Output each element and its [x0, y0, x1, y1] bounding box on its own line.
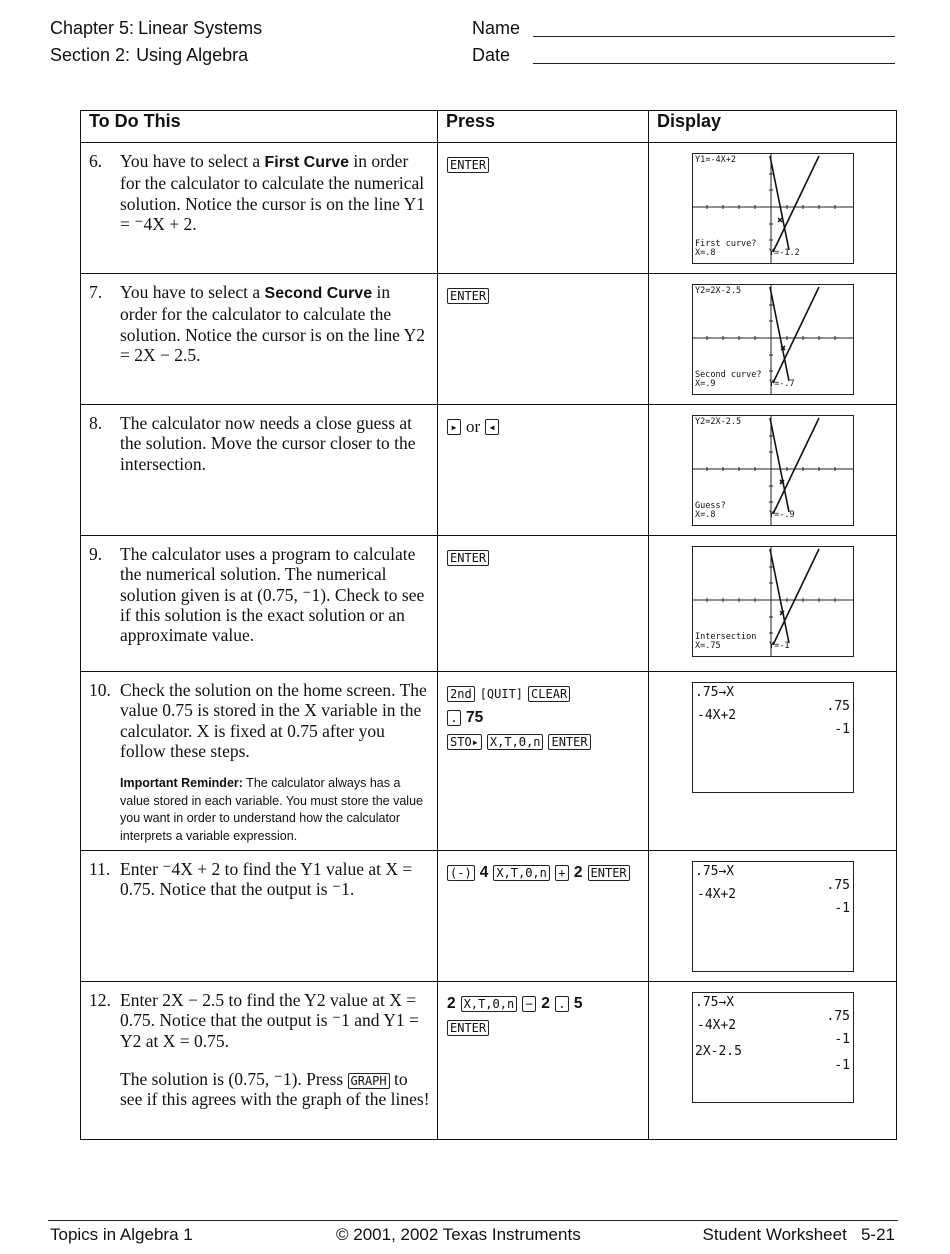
- enter-key: ENTER: [447, 550, 489, 566]
- graph-equation: Y1=-4X+2: [695, 155, 736, 165]
- sto-key: STO▸: [447, 734, 482, 750]
- step-9-instructions: [81, 536, 438, 672]
- 2nd-key: 2nd: [447, 686, 475, 702]
- quit-key: [QUIT]: [479, 687, 524, 701]
- calculator-graph-screen: [692, 284, 854, 395]
- table-row: [81, 536, 897, 672]
- digit-5: 5: [573, 995, 583, 1012]
- home-line-1: .75→X: [695, 995, 735, 1010]
- step-6-keys: [438, 143, 649, 274]
- graph-x-readout: X=.9: [695, 379, 716, 389]
- digit-2: 2: [447, 995, 456, 1012]
- step-text: The calculator uses a program to calculate the numerical solution. The numerical solution given is at (0.75, ⁻1). Check to see if this solution is the exact solution or an approximate value.: [120, 544, 425, 646]
- footer-rule: [48, 1220, 898, 1221]
- home-line-3: 2X-2.5: [695, 1044, 742, 1059]
- chapter-title: Linear Systems: [138, 18, 263, 38]
- right-arrow-key: ▸: [447, 419, 461, 435]
- home-result-2: -1: [834, 722, 850, 737]
- step-6-display: [649, 143, 897, 274]
- home-line-1: .75→X: [695, 864, 735, 879]
- enter-key: ENTER: [548, 734, 590, 750]
- table-row: [81, 982, 897, 1140]
- home-result-1: .75: [826, 878, 850, 893]
- calculator-home-screen: [692, 861, 854, 972]
- step-12-keys: [438, 982, 649, 1140]
- digit-4: 4: [479, 864, 489, 881]
- enter-key: ENTER: [447, 1020, 489, 1036]
- table-row: [81, 405, 897, 536]
- step-text: Enter 2X − 2.5 to find the Y2 value at X = 0.75. Notice that the output is ⁻1 and Y1 = Y2 at X = 0.75.: [120, 990, 419, 1051]
- graph-x-readout: X=.8: [695, 248, 716, 258]
- solution-text: [120, 1069, 430, 1110]
- xttn-key: X,T,Θ,n: [493, 865, 550, 881]
- home-line-2: -4X+2: [697, 887, 737, 902]
- table-row: [81, 143, 897, 274]
- graph-y-readout: Y=-1: [769, 641, 790, 651]
- footer-page: Student Worksheet 5-21: [702, 1225, 895, 1244]
- home-result-2: -1: [834, 901, 850, 916]
- enter-key: ENTER: [588, 865, 630, 881]
- line-y1: [770, 156, 789, 250]
- date-label: Date: [472, 45, 511, 65]
- table-row: [81, 274, 897, 405]
- graph-y-readout: Y=-.9: [769, 510, 795, 520]
- section-title: Using Algebra: [136, 45, 249, 65]
- step-number: 10.: [89, 680, 111, 700]
- step-number: 12.: [89, 990, 111, 1010]
- or-text: or: [466, 417, 481, 436]
- step-11-display: [649, 851, 897, 982]
- step-text: Enter ⁻4X + 2 to find the Y1 value at X = 0.75. Notice that the output is ⁻1.: [120, 859, 413, 900]
- section-line: [50, 45, 248, 66]
- step-text: The calculator now needs a close guess at the solution. Move the cursor closer to the intersection.: [120, 413, 416, 474]
- table-header-row: [81, 111, 897, 143]
- step-text: in order for the calculator to calculate the numerical solution. Notice the cursor is on the line Y1 = ⁻4X + 2.: [120, 151, 426, 234]
- step-7-instructions: [81, 274, 438, 405]
- home-line-1: .75→X: [695, 685, 735, 700]
- step-number: 9.: [89, 544, 103, 564]
- graph-equation: Y2=2X-2.5: [695, 417, 742, 427]
- decimal-key: .: [555, 996, 569, 1012]
- footer-copyright: © 2001, 2002 Texas Instruments: [336, 1225, 581, 1244]
- step-bold-term: First Curve: [264, 154, 349, 171]
- clear-key: CLEAR: [528, 686, 570, 702]
- left-arrow-key: ◂: [485, 419, 499, 435]
- col-header-todo: To Do This: [81, 111, 438, 143]
- calculator-graph-screen: [692, 546, 854, 657]
- date-field-line[interactable]: [533, 63, 895, 64]
- home-line-2: -4X+2: [697, 1018, 737, 1033]
- solution-text-part: to see if this agrees with the graph of the lines!: [120, 1068, 430, 1110]
- graph-y-readout: Y=-1.2: [769, 248, 800, 258]
- step-10-display: [649, 672, 897, 851]
- step-7-display: [649, 274, 897, 405]
- graph-x-readout: X=.75: [695, 641, 721, 651]
- calculator-graph-screen: [692, 415, 854, 526]
- col-header-display: Display: [649, 111, 897, 143]
- name-field-line[interactable]: [533, 36, 895, 37]
- table-row: [81, 851, 897, 982]
- home-result-1: .75: [826, 1009, 850, 1024]
- graph-prompt: First curve?: [695, 239, 757, 249]
- decimal-key: .: [447, 710, 461, 726]
- step-10-instructions: [81, 672, 438, 851]
- plus-key: +: [555, 865, 569, 881]
- chapter-label: Chapter 5:: [50, 18, 135, 38]
- graph-x-readout: X=.8: [695, 510, 716, 520]
- graph-key: GRAPH: [348, 1073, 390, 1089]
- graph-prompt: Guess?: [695, 501, 726, 511]
- reminder-label: Important Reminder:: [120, 776, 243, 791]
- step-9-display: [649, 536, 897, 672]
- graph-prompt: Intersection: [695, 632, 757, 642]
- section-label: Section 2:: [50, 45, 131, 65]
- step-text: You have to select a: [120, 151, 265, 171]
- negative-key: (-): [447, 865, 475, 881]
- calculator-home-screen: [692, 682, 854, 793]
- step-8-instructions: [81, 405, 438, 536]
- step-8-keys: [438, 405, 649, 536]
- home-result-2: -1: [834, 1032, 850, 1047]
- step-8-display: [649, 405, 897, 536]
- graph-y-readout: Y=-.7: [769, 379, 795, 389]
- chapter-line: [50, 18, 262, 39]
- important-reminder: [120, 775, 430, 845]
- cursor-mark: [778, 218, 782, 222]
- step-11-keys: [438, 851, 649, 982]
- xttn-key: X,T,Θ,n: [487, 734, 544, 750]
- home-result-1: .75: [826, 699, 850, 714]
- table-row: [81, 672, 897, 851]
- home-line-2: -4X+2: [697, 708, 737, 723]
- step-number: 8.: [89, 413, 103, 433]
- step-text: Check the solution on the home screen. The value 0.75 is stored in the X variable in the calculator. X is fixed at 0.75 after you follow these steps.: [120, 680, 427, 761]
- digits-75: 75: [466, 709, 484, 726]
- worksheet-table: [80, 110, 897, 1140]
- minus-key: −: [522, 996, 536, 1012]
- col-header-press: Press: [438, 111, 649, 143]
- step-6-instructions: [81, 143, 438, 274]
- step-text: You have to select a: [120, 282, 265, 302]
- step-bold-term: Second Curve: [264, 285, 373, 302]
- step-number: 7.: [89, 282, 103, 302]
- graph-prompt: Second curve?: [695, 370, 762, 380]
- digit-2: 2: [541, 995, 550, 1012]
- name-label: Name: [472, 18, 521, 38]
- step-number: 11.: [89, 859, 111, 879]
- step-10-keys: [438, 672, 649, 851]
- step-9-keys: [438, 536, 649, 672]
- graph-equation: Y2=2X-2.5: [695, 286, 742, 296]
- calculator-graph-screen: [692, 153, 854, 264]
- step-12-instructions: [81, 982, 438, 1140]
- footer-left: Topics in Algebra 1: [50, 1225, 193, 1244]
- step-number: 6.: [89, 151, 103, 171]
- calculator-home-screen: [692, 992, 854, 1103]
- step-11-instructions: [81, 851, 438, 982]
- step-12-display: [649, 982, 897, 1140]
- enter-key: ENTER: [447, 157, 489, 173]
- digit-2: 2: [573, 864, 583, 881]
- xttn-key: X,T,Θ,n: [461, 996, 518, 1012]
- reminder-text: The calculator always has a value stored in each variable. You must store the value you want in order to understand how the calculator interprets a variable expression.: [120, 776, 423, 843]
- step-text: in order for the calculator to calculate the solution. Notice the cursor is on the line Y2 = 2X − 2.5.: [120, 282, 426, 365]
- enter-key: ENTER: [447, 288, 489, 304]
- home-result-3: -1: [834, 1058, 850, 1073]
- step-7-keys: [438, 274, 649, 405]
- solution-text-part: The solution is (0.75, ⁻1). Press: [120, 1068, 348, 1089]
